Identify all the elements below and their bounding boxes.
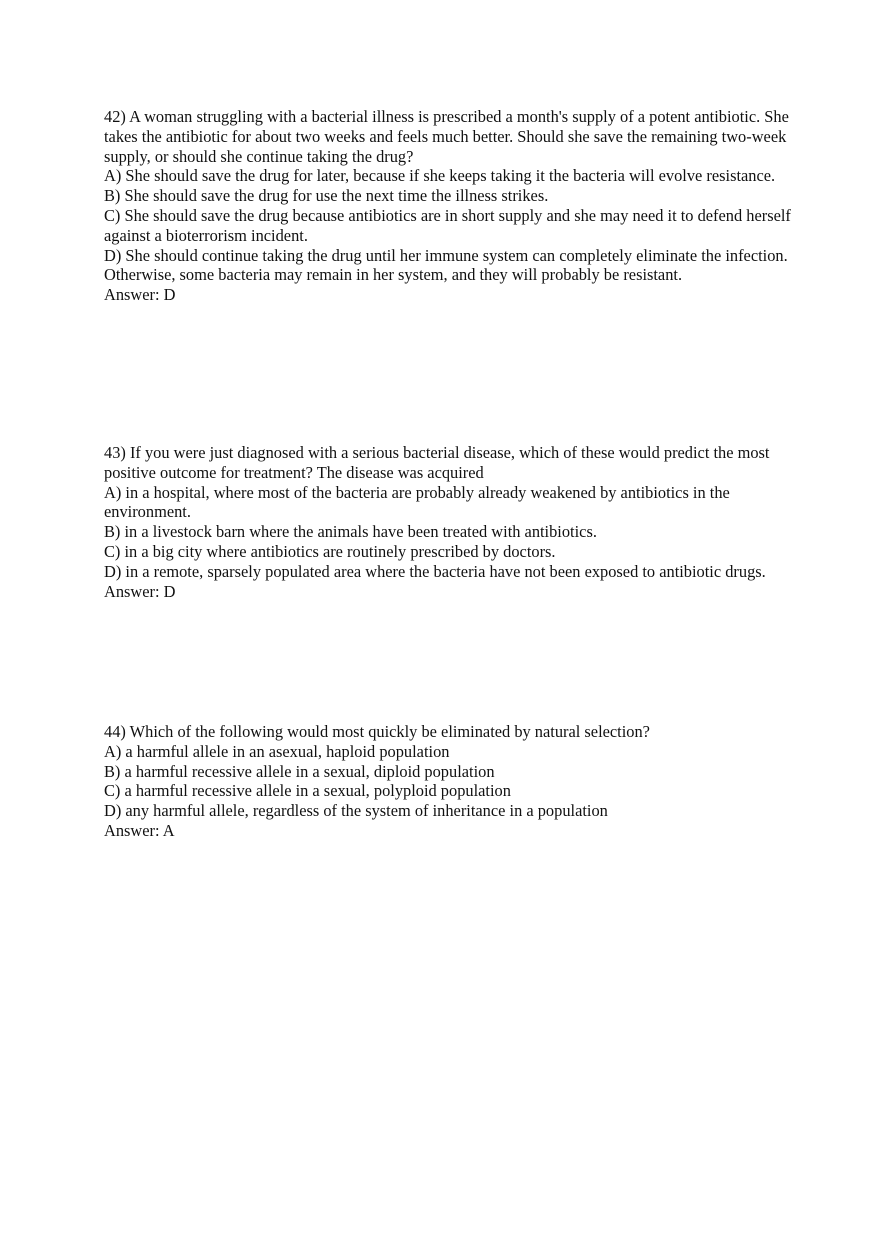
- choice-d: D) in a remote, sparsely populated area where the bacteria have not been exposed to antibiotic drugs.: [104, 561, 766, 581]
- choice-b: B) in a livestock barn where the animals have been treated with antibiotics.: [104, 522, 597, 542]
- choice-d: D) She should continue taking the drug until her immune system can completely eliminate the infection. Otherwise, some bacteria may remain in her system, and they will probably be resistant.: [104, 245, 788, 285]
- answer: Answer: D: [104, 285, 176, 305]
- question-text: A woman struggling with a bacterial illness is prescribed a month's supply of a potent antibiotic. She takes the antibiotic for about two weeks and feels much better. Should she save the remaining two-week supply, or should she continue taking the drug?: [104, 107, 789, 166]
- choice-b: B) a harmful recessive allele in a sexual, diploid population: [104, 761, 495, 781]
- question-stem: [104, 107, 794, 166]
- question-text: Which of the following would most quickly be eliminated by natural selection?: [129, 722, 650, 741]
- question-number: 42): [104, 107, 126, 126]
- choice-a: A) in a hospital, where most of the bacteria are probably already weakened by antibiotics in the environment.: [104, 482, 730, 522]
- choice-c: C) She should save the drug because antibiotics are in short supply and she may need it to defend herself against a bioterrorism incident.: [104, 205, 791, 245]
- answer: Answer: A: [104, 820, 175, 840]
- choice-d: D) any harmful allele, regardless of the system of inheritance in a population: [104, 801, 608, 821]
- choice-a: A) She should save the drug for later, because if she keeps taking it the bacteria will evolve resistance.: [104, 166, 776, 186]
- choice-c: C) a harmful recessive allele in a sexual, polyploid population: [104, 781, 511, 801]
- question-stem: [104, 722, 794, 742]
- choice-b: B) She should save the drug for use the next time the illness strikes.: [104, 186, 549, 206]
- question-44: [104, 722, 794, 841]
- choice-c: C) in a big city where antibiotics are routinely prescribed by doctors.: [104, 541, 556, 561]
- question-43: [104, 443, 794, 601]
- question-number: 43): [104, 443, 126, 462]
- answer: Answer: D: [104, 581, 176, 601]
- question-number: 44): [104, 722, 126, 741]
- question-stem: [104, 443, 794, 483]
- choice-a: A) a harmful allele in an asexual, haploid population: [104, 741, 450, 761]
- question-text: If you were just diagnosed with a serious bacterial disease, which of these would predict the most positive outcome for treatment? The disease was acquired: [104, 443, 770, 482]
- question-42: [104, 107, 794, 305]
